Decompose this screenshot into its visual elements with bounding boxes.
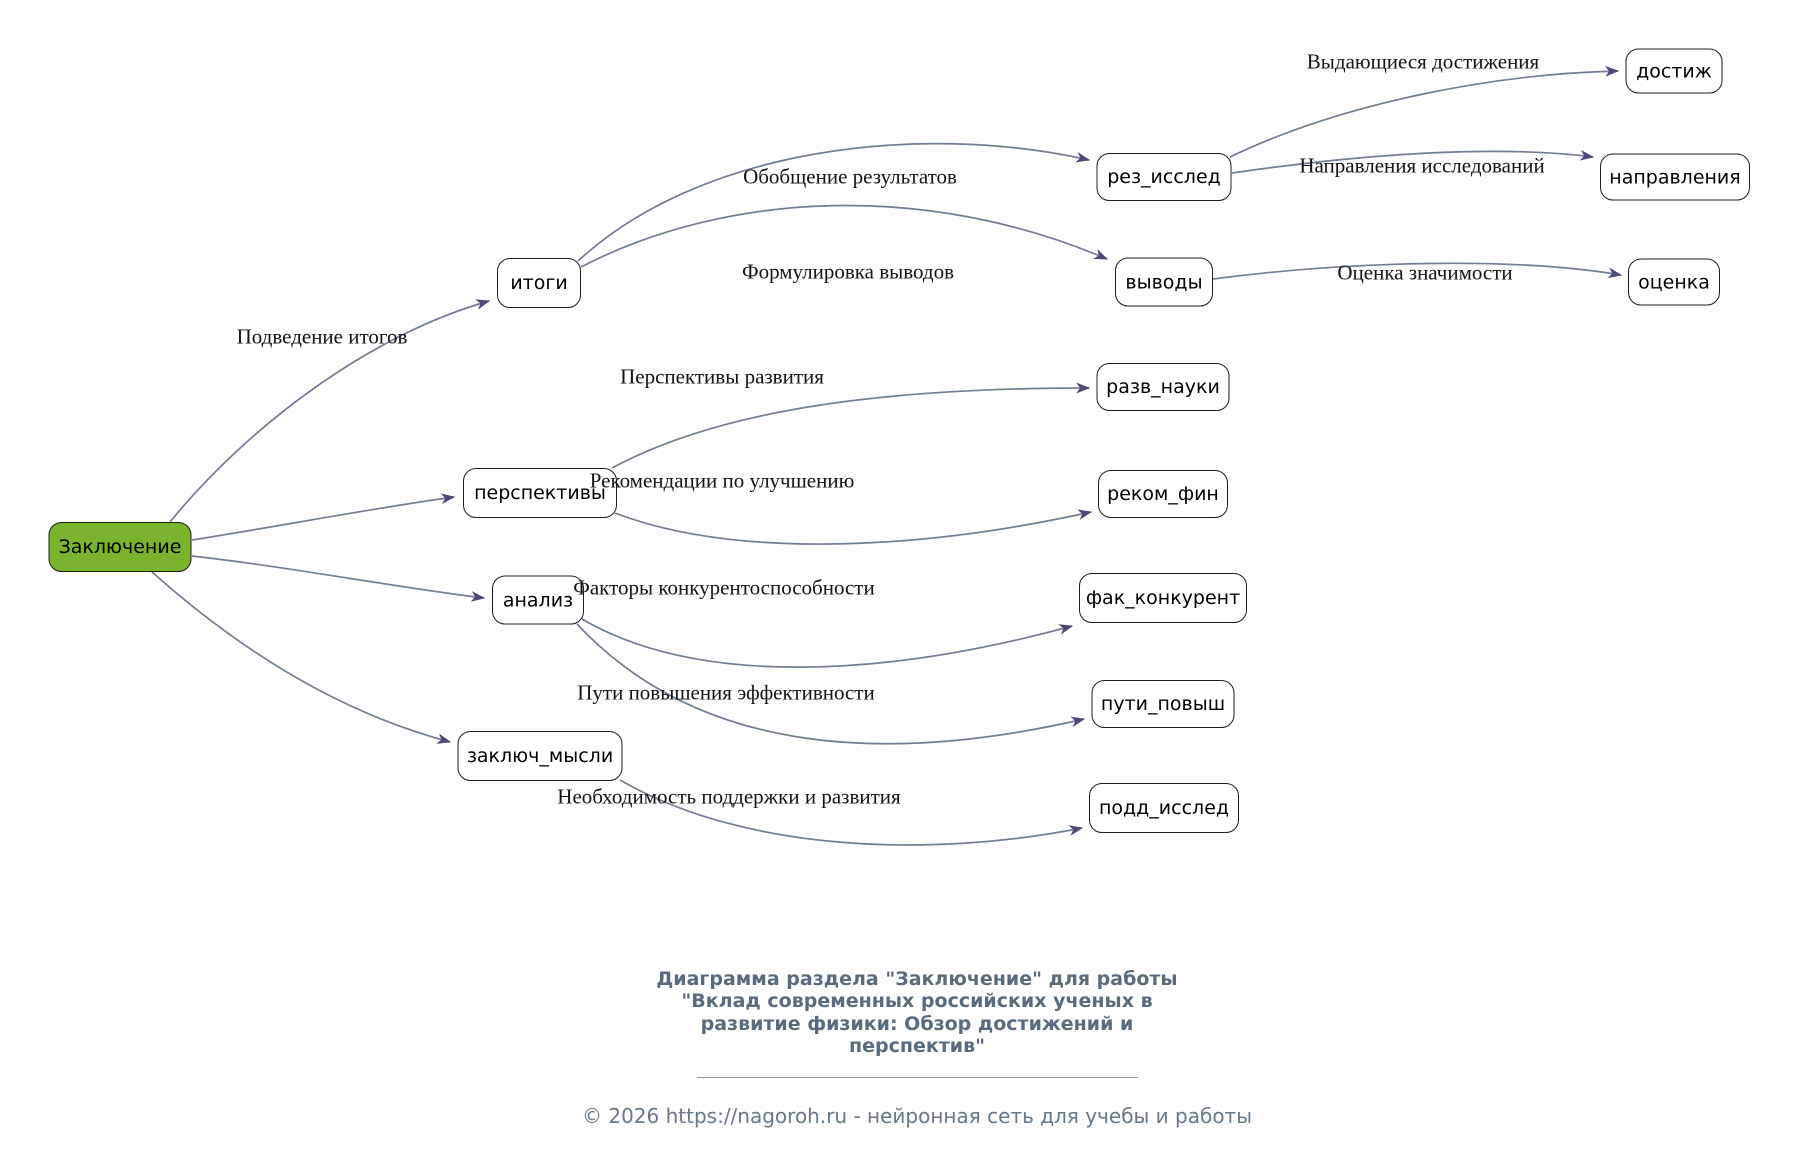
node-napravleniya: направления: [1600, 154, 1750, 201]
caption-line-2: "Вклад современных российских ученых в: [681, 990, 1153, 1013]
node-puti-povysh: пути_повыш: [1092, 680, 1235, 728]
edge-label-puti-povysheniya: Пути повышения эффективности: [577, 680, 875, 705]
edge-label-obobshchenie-rezultatov: Обобщение результатов: [743, 164, 957, 189]
copyright-text: © 2026 https://nagoroh.ru - нейронная сеть для учебы и работы: [581, 1104, 1253, 1128]
node-podd-issled: подд_исслед: [1089, 783, 1239, 833]
node-razv-nauki: разв_науки: [1097, 363, 1230, 411]
footer-divider: [697, 1077, 1138, 1078]
edge-label-faktory: Факторы конкурентоспособности: [573, 575, 875, 600]
edge-label-formulirovka-vyvodov: Формулировка выводов: [741, 259, 955, 284]
node-vyvody: выводы: [1115, 258, 1213, 307]
edge-root-perspektivy: [192, 497, 454, 540]
edge-analiz-fak: [582, 619, 1072, 667]
edge-label-perspektivy-razvitiya: Перспективы развития: [620, 364, 824, 389]
node-perspektivy: перспективы: [463, 468, 617, 518]
node-rez-issled: рез_исслед: [1097, 153, 1232, 201]
edge-itogi-vyvody: [581, 205, 1107, 267]
node-analiz: анализ: [492, 576, 584, 625]
edge-label-napravleniya-issledovaniy: Направления исследований: [1299, 153, 1545, 178]
node-dostizh: достиж: [1626, 49, 1723, 94]
caption-line-1: Диаграмма раздела "Заключение" для работы: [656, 968, 1178, 990]
edge-label-rekomendatsii: Рекомендации по улучшению: [589, 468, 855, 493]
node-zaklyuch-mysli: заключ_мысли: [458, 731, 623, 781]
edge-itogi-rez: [578, 144, 1089, 261]
edge-perspektivy-rekom: [615, 512, 1091, 544]
edge-label-otsenka-znachimosti: Оценка значимости: [1337, 260, 1513, 285]
caption-line-3: развитие физики: Обзор достижений и: [700, 1012, 1134, 1035]
node-fak-konkurent: фак_конкурент: [1079, 573, 1247, 623]
edge-rez-dostizh: [1230, 71, 1618, 157]
node-rekom-fin: реком_фин: [1098, 470, 1228, 518]
caption-line-4: перспектив": [848, 1035, 986, 1058]
diagram-caption: [607, 968, 1227, 1058]
edge-label-podvedenie-itogov: Подведение итогов: [236, 324, 408, 349]
edge-root-zakl: [152, 572, 450, 742]
edge-perspektivy-razv: [612, 388, 1089, 468]
edge-root-analiz: [192, 556, 484, 598]
edge-label-vydayushchiesya: Выдающиеся достижения: [1306, 49, 1540, 74]
edge-label-neobkhodimost: Необходимость поддержки и развития: [557, 784, 901, 809]
node-zakluchenie: Заключение: [49, 522, 192, 572]
node-otsenka: оценка: [1628, 259, 1720, 306]
node-itogi: итоги: [497, 258, 581, 308]
